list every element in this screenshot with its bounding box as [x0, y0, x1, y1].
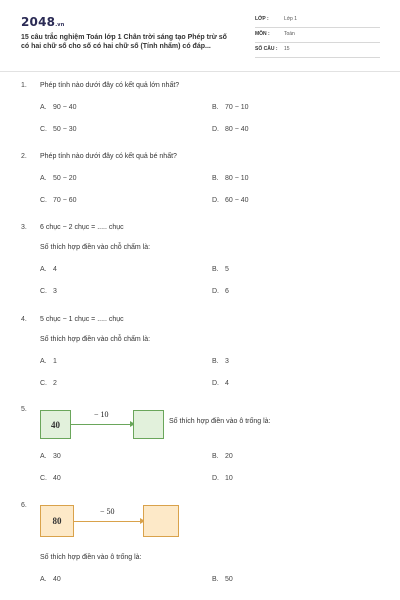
option-c[interactable]: C. 40 — [40, 475, 61, 482]
answer-blank-box[interactable] — [143, 505, 179, 537]
worksheet-header — [0, 0, 400, 72]
question-number: 2. — [21, 153, 27, 160]
option-a[interactable]: A. 50 − 20 — [40, 175, 77, 182]
option-a[interactable]: A. 90 − 40 — [40, 104, 77, 111]
operation-label: − 10 — [94, 410, 109, 419]
option-a[interactable]: A. 40 — [40, 576, 61, 583]
option-b[interactable]: B. 5 — [212, 266, 229, 273]
question-text: 6 chục − 2 chục = ..... chục — [40, 224, 124, 231]
operation-label: − 50 — [100, 507, 115, 516]
meta-row-class — [255, 14, 380, 28]
meta-label: LỚP : — [255, 16, 269, 22]
question-number: 4. — [21, 316, 27, 323]
question-number: 5. — [21, 406, 27, 413]
option-d[interactable]: D. 4 — [212, 380, 229, 387]
arrow-line — [74, 521, 142, 522]
start-number-box: 80 — [40, 505, 74, 537]
option-c[interactable]: C. 70 − 60 — [40, 197, 77, 204]
option-b[interactable]: B. 3 — [212, 358, 229, 365]
start-number-box: 40 — [40, 410, 71, 439]
option-d[interactable]: D. 60 − 40 — [212, 197, 249, 204]
option-d[interactable]: D. 6 — [212, 288, 229, 295]
question-subtext: Số thích hợp điền vào ô trống là: — [40, 554, 142, 561]
meta-value: Lớp 1 — [284, 16, 298, 22]
option-d[interactable]: D. 80 − 40 — [212, 126, 249, 133]
meta-value: Toán — [284, 31, 295, 37]
meta-label: SỐ CÂU : — [255, 46, 278, 52]
option-b[interactable]: B. 50 — [212, 576, 233, 583]
option-b[interactable]: B. 70 − 10 — [212, 104, 249, 111]
question-text: Phép tính nào dưới đây có kết quả lớn nhất? — [40, 82, 180, 89]
site-logo[interactable]: 2048.vn — [21, 15, 65, 29]
meta-row-count — [255, 44, 380, 58]
answer-blank-box[interactable] — [133, 410, 164, 439]
document-title: 15 câu trắc nghiệm Toán lớp 1 Chân trời sáng tạo Phép trừ số có hai chữ số cho số có hai chữ số (Tính nhẩm) có đáp... — [21, 34, 227, 50]
meta-value: 15 — [284, 46, 290, 52]
option-c[interactable]: C. 2 — [40, 380, 57, 387]
option-c[interactable]: C. 3 — [40, 288, 57, 295]
option-a[interactable]: A. 1 — [40, 358, 57, 365]
option-a[interactable]: A. 30 — [40, 453, 61, 460]
question-text: Số thích hợp điền vào ô trống là: — [169, 418, 271, 425]
option-b[interactable]: B. 20 — [212, 453, 233, 460]
arrow-line — [71, 424, 132, 425]
question-subtext: Số thích hợp điền vào chỗ chấm là: — [40, 336, 151, 343]
option-a[interactable]: A. 4 — [40, 266, 57, 273]
meta-row-subject — [255, 29, 380, 43]
question-text: 5 chục − 1 chục = ..... chục — [40, 316, 124, 323]
question-number: 1. — [21, 82, 27, 89]
question-number: 6. — [21, 502, 27, 509]
question-number: 3. — [21, 224, 27, 231]
question-text: Phép tính nào dưới đây có kết quả bé nhất? — [40, 153, 177, 160]
option-b[interactable]: B. 80 − 10 — [212, 175, 249, 182]
option-c[interactable]: C. 50 − 30 — [40, 126, 77, 133]
option-d[interactable]: D. 10 — [212, 475, 233, 482]
meta-label: MÔN : — [255, 31, 270, 37]
question-subtext: Số thích hợp điền vào chỗ chấm là: — [40, 244, 151, 251]
